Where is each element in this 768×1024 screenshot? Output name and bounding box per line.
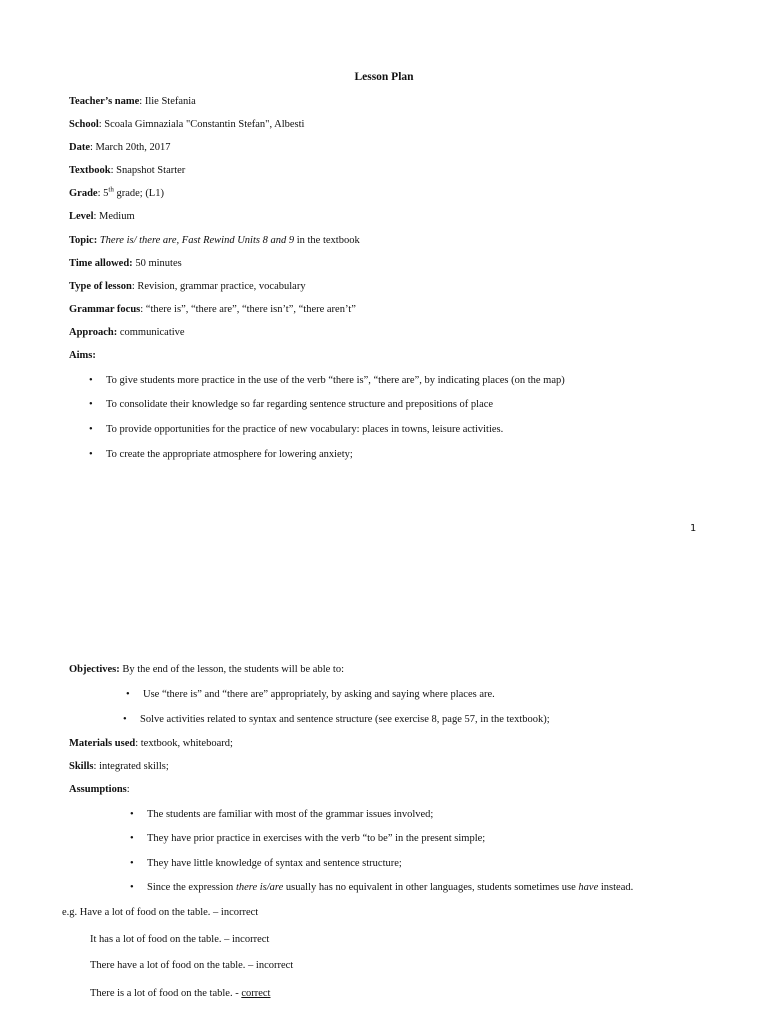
topic-italic: There is/ there are, Fast Rewind Units 8 and 9 [99,235,295,246]
objective-list-item [123,713,550,726]
grade-value-post: grade; (L1) [113,188,164,199]
grade-superscript: th [108,185,114,194]
objective-list-item [126,688,495,701]
aims-item-text: To give students more practice in the use of the verb “there is”, “there are”, by indicating places (on the map) [106,375,565,386]
type-of-lesson-value: : Revision, grammar practice, vocabulary [131,281,306,292]
textbook-value: : Snapshot Starter [110,165,186,176]
objectives-label: Objectives: [69,664,123,675]
grade-value-pre: : 5 [97,188,109,199]
assumption-post: instead. [598,882,634,893]
bullet-icon: • [130,809,134,820]
example-line: e.g. Have a lot of food on the table. – incorrect [62,907,259,918]
assumption-list-item [130,857,402,870]
teacher-name-value: : Ilie Stefania [139,96,196,107]
school-value: : Scoala Gimnaziala "Constantin Stefan", Albesti [98,119,305,130]
bullet-icon: • [89,399,93,410]
example-text: There is a lot of food on the table. - [90,988,242,999]
bullet-icon: • [89,449,93,460]
type-of-lesson-label: Type of lesson [69,281,132,292]
assumption-item-text: They have prior practice in exercises with the verb “to be” in the present simple; [147,833,486,844]
page-number: 1 [690,523,697,534]
grammar-focus-label: Grammar focus [69,304,141,315]
grammar-focus-field [69,303,356,316]
assumption-italic-2: have [578,882,599,893]
bullet-icon: • [130,858,134,869]
assumption-item-text: They have little knowledge of syntax and sentence structure; [147,858,402,869]
aims-item-text: To create the appropriate atmosphere for lowering anxiety; [106,449,353,460]
bullet-icon: • [123,714,127,725]
date-value: : March 20th, 2017 [90,142,171,153]
objectives-value: By the end of the lesson, the students will be able to: [122,664,344,675]
school-field [69,118,304,131]
assumptions-value: : [126,784,130,795]
teacher-name-label: Teacher’s name [69,96,140,107]
grade-field [69,187,164,200]
level-value: : Medium [93,211,135,222]
objectives-field [69,663,344,676]
textbook-label: Textbook [69,165,111,176]
aims-label: Aims: [69,350,96,361]
bullet-icon: • [130,882,134,893]
assumptions-field [69,783,130,796]
time-allowed-label: Time allowed: [69,258,136,269]
assumptions-label: Assumptions [69,784,127,795]
objective-item-text: Use “there is” and “there are” appropriately, by asking and saying where places are. [143,689,495,700]
time-allowed-value: 50 minutes [135,258,182,269]
example-line: There have a lot of food on the table. – incorrect [90,960,294,971]
time-allowed-field [69,257,182,270]
textbook-field [69,164,185,177]
assumption-list-item [130,808,434,821]
assumption-item-text: The students are familiar with most of the grammar issues involved; [147,809,434,820]
materials-label: Materials used [69,738,136,749]
page-title: Lesson Plan [354,71,414,83]
level-field [69,210,135,223]
assumption-list-item [130,881,634,894]
approach-label: Approach: [69,327,120,338]
aims-list-item [89,398,494,411]
materials-field [69,737,233,750]
approach-field [69,326,185,339]
materials-value: : textbook, whiteboard; [135,738,233,749]
assumption-list-item [130,832,486,845]
aims-list-item [89,448,353,461]
example-line: It has a lot of food on the table. – incorrect [90,934,270,945]
bullet-icon: • [89,424,93,435]
date-label: Date [69,142,90,153]
topic-post: in the textbook [294,235,360,246]
assumption-mid: usually has no equivalent in other languages, students sometimes use [283,882,579,893]
topic-label: Topic: [69,235,100,246]
type-of-lesson-field [69,280,306,293]
grade-label: Grade [69,188,98,199]
bullet-icon: • [126,689,130,700]
grammar-focus-value: : “there is”, “there are”, “there isn’t”, “there aren’t” [140,304,356,315]
aims-field [69,349,96,362]
topic-field [69,234,360,247]
assumption-italic-1: there is/are [235,882,284,893]
school-label: School [69,119,99,130]
bullet-icon: • [89,375,93,386]
approach-value: communicative [119,327,185,338]
aims-item-text: To provide opportunities for the practice of new vocabulary: places in towns, leisure activities. [106,424,504,435]
bullet-icon: • [130,833,134,844]
skills-field [69,760,169,773]
aims-item-text: To consolidate their knowledge so far regarding sentence structure and prepositions of place [106,399,494,410]
example-line [90,987,270,1000]
skills-label: Skills [69,761,94,772]
assumption-pre: Since the expression [147,882,236,893]
objective-item-text: Solve activities related to syntax and sentence structure (see exercise 8, page 57, in the textbook); [140,714,550,725]
aims-list-item [89,423,504,436]
teacher-name-field [69,95,196,108]
correct-underlined: correct [241,988,271,999]
aims-list-item [89,374,565,387]
level-label: Level [69,211,94,222]
date-field [69,141,171,154]
skills-value: : integrated skills; [93,761,169,772]
